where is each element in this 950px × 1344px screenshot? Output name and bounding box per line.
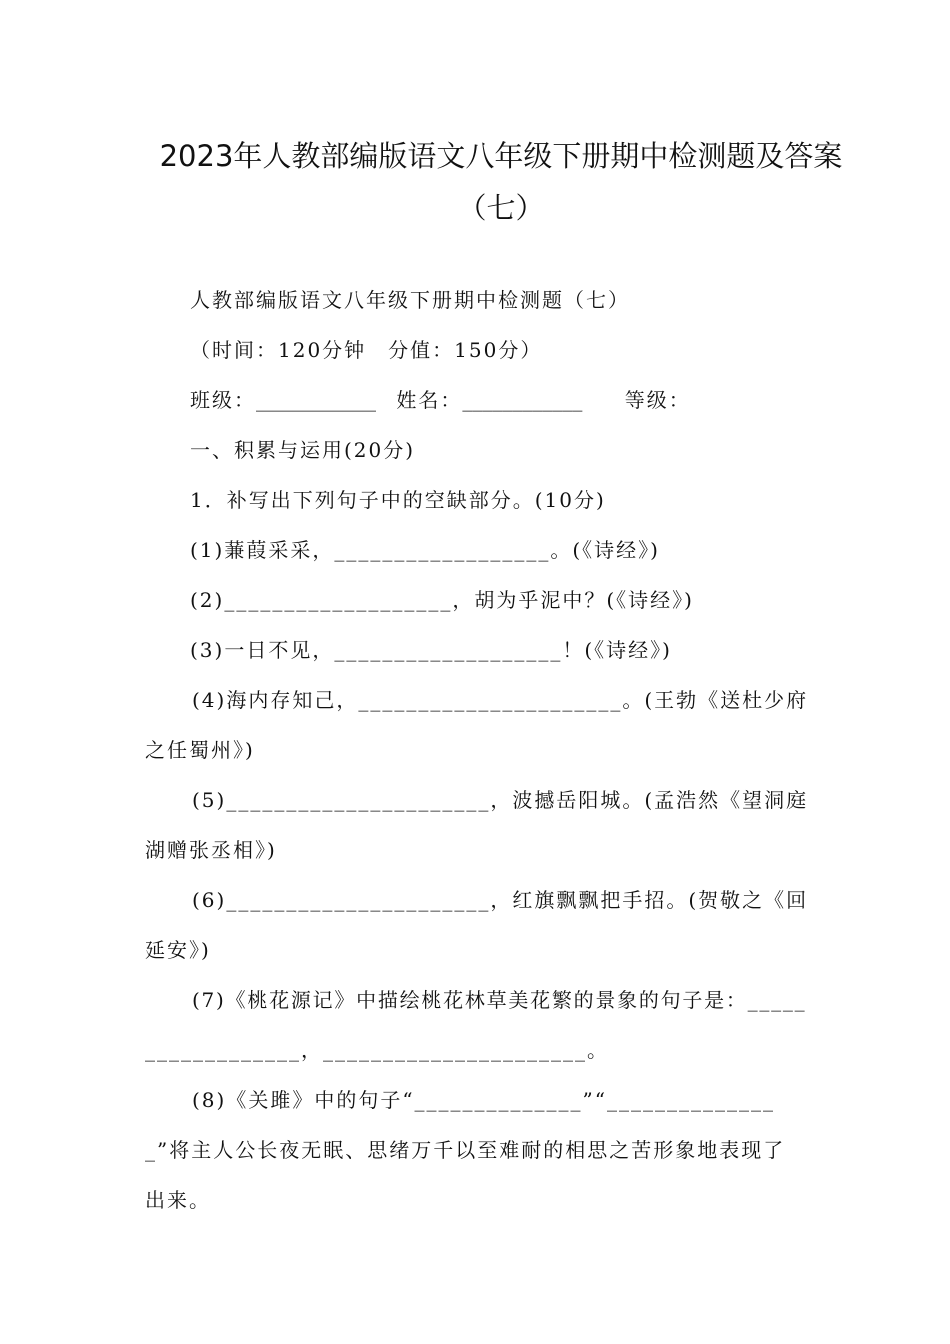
class-blank: ____________ — [256, 388, 376, 412]
question-item-1: (1)蒹葭采采，__________________。(《诗经》) — [190, 538, 660, 562]
section-heading: 一、积累与运用(20分) — [190, 438, 416, 462]
question-item-6: (6)______________________，红旗飘飘把手招。(贺敬之《回 — [192, 888, 809, 912]
question-item-8-cont: _”将主人公长夜无眠、思绪万千以至难耐的相思之苦形象地表现了 — [145, 1138, 786, 1162]
time-score-info: （时间：120分钟 分值：150分） — [190, 338, 543, 362]
question-item-8: (8)《关雎》中的句子“______________”“______________ — [192, 1088, 776, 1112]
question-item-5-cont: 湖赠张丞相》) — [145, 838, 277, 862]
question-prompt: 1．补写出下列句子中的空缺部分。(10分) — [190, 488, 606, 512]
class-label: 班级： — [190, 388, 256, 412]
name-blank: ____________ — [462, 388, 583, 412]
document-title: 2023年人教部编版语文八年级下册期中检测题及答案 — [159, 139, 843, 173]
question-item-7: (7)《桃花源记》中描绘桃花林草美花繁的景象的句子是：_____ — [192, 988, 807, 1012]
question-item-5: (5)______________________，波撼岳阳城。(孟浩然《望洞庭 — [192, 788, 809, 812]
question-item-2: (2)___________________，胡为乎泥中？(《诗经》) — [190, 588, 694, 612]
name-label: 姓名： — [396, 388, 463, 412]
exam-subtitle: 人教部编版语文八年级下册期中检测题（七） — [190, 288, 630, 312]
question-item-8-end: 出来。 — [145, 1188, 211, 1212]
grade-label: 等级： — [624, 388, 691, 412]
question-item-4: (4)海内存知己，______________________。(王勃《送杜少府 — [192, 688, 809, 712]
document-title-suffix: （七） — [457, 191, 545, 225]
question-item-4-cont: 之任蜀州》) — [145, 738, 255, 762]
info-fields-row — [190, 386, 691, 414]
question-item-7-cont: _____________，______________________。 — [145, 1038, 609, 1062]
question-item-6-cont: 延安》) — [145, 938, 211, 962]
question-item-3: (3)一日不见，___________________！(《诗经》) — [190, 638, 672, 662]
